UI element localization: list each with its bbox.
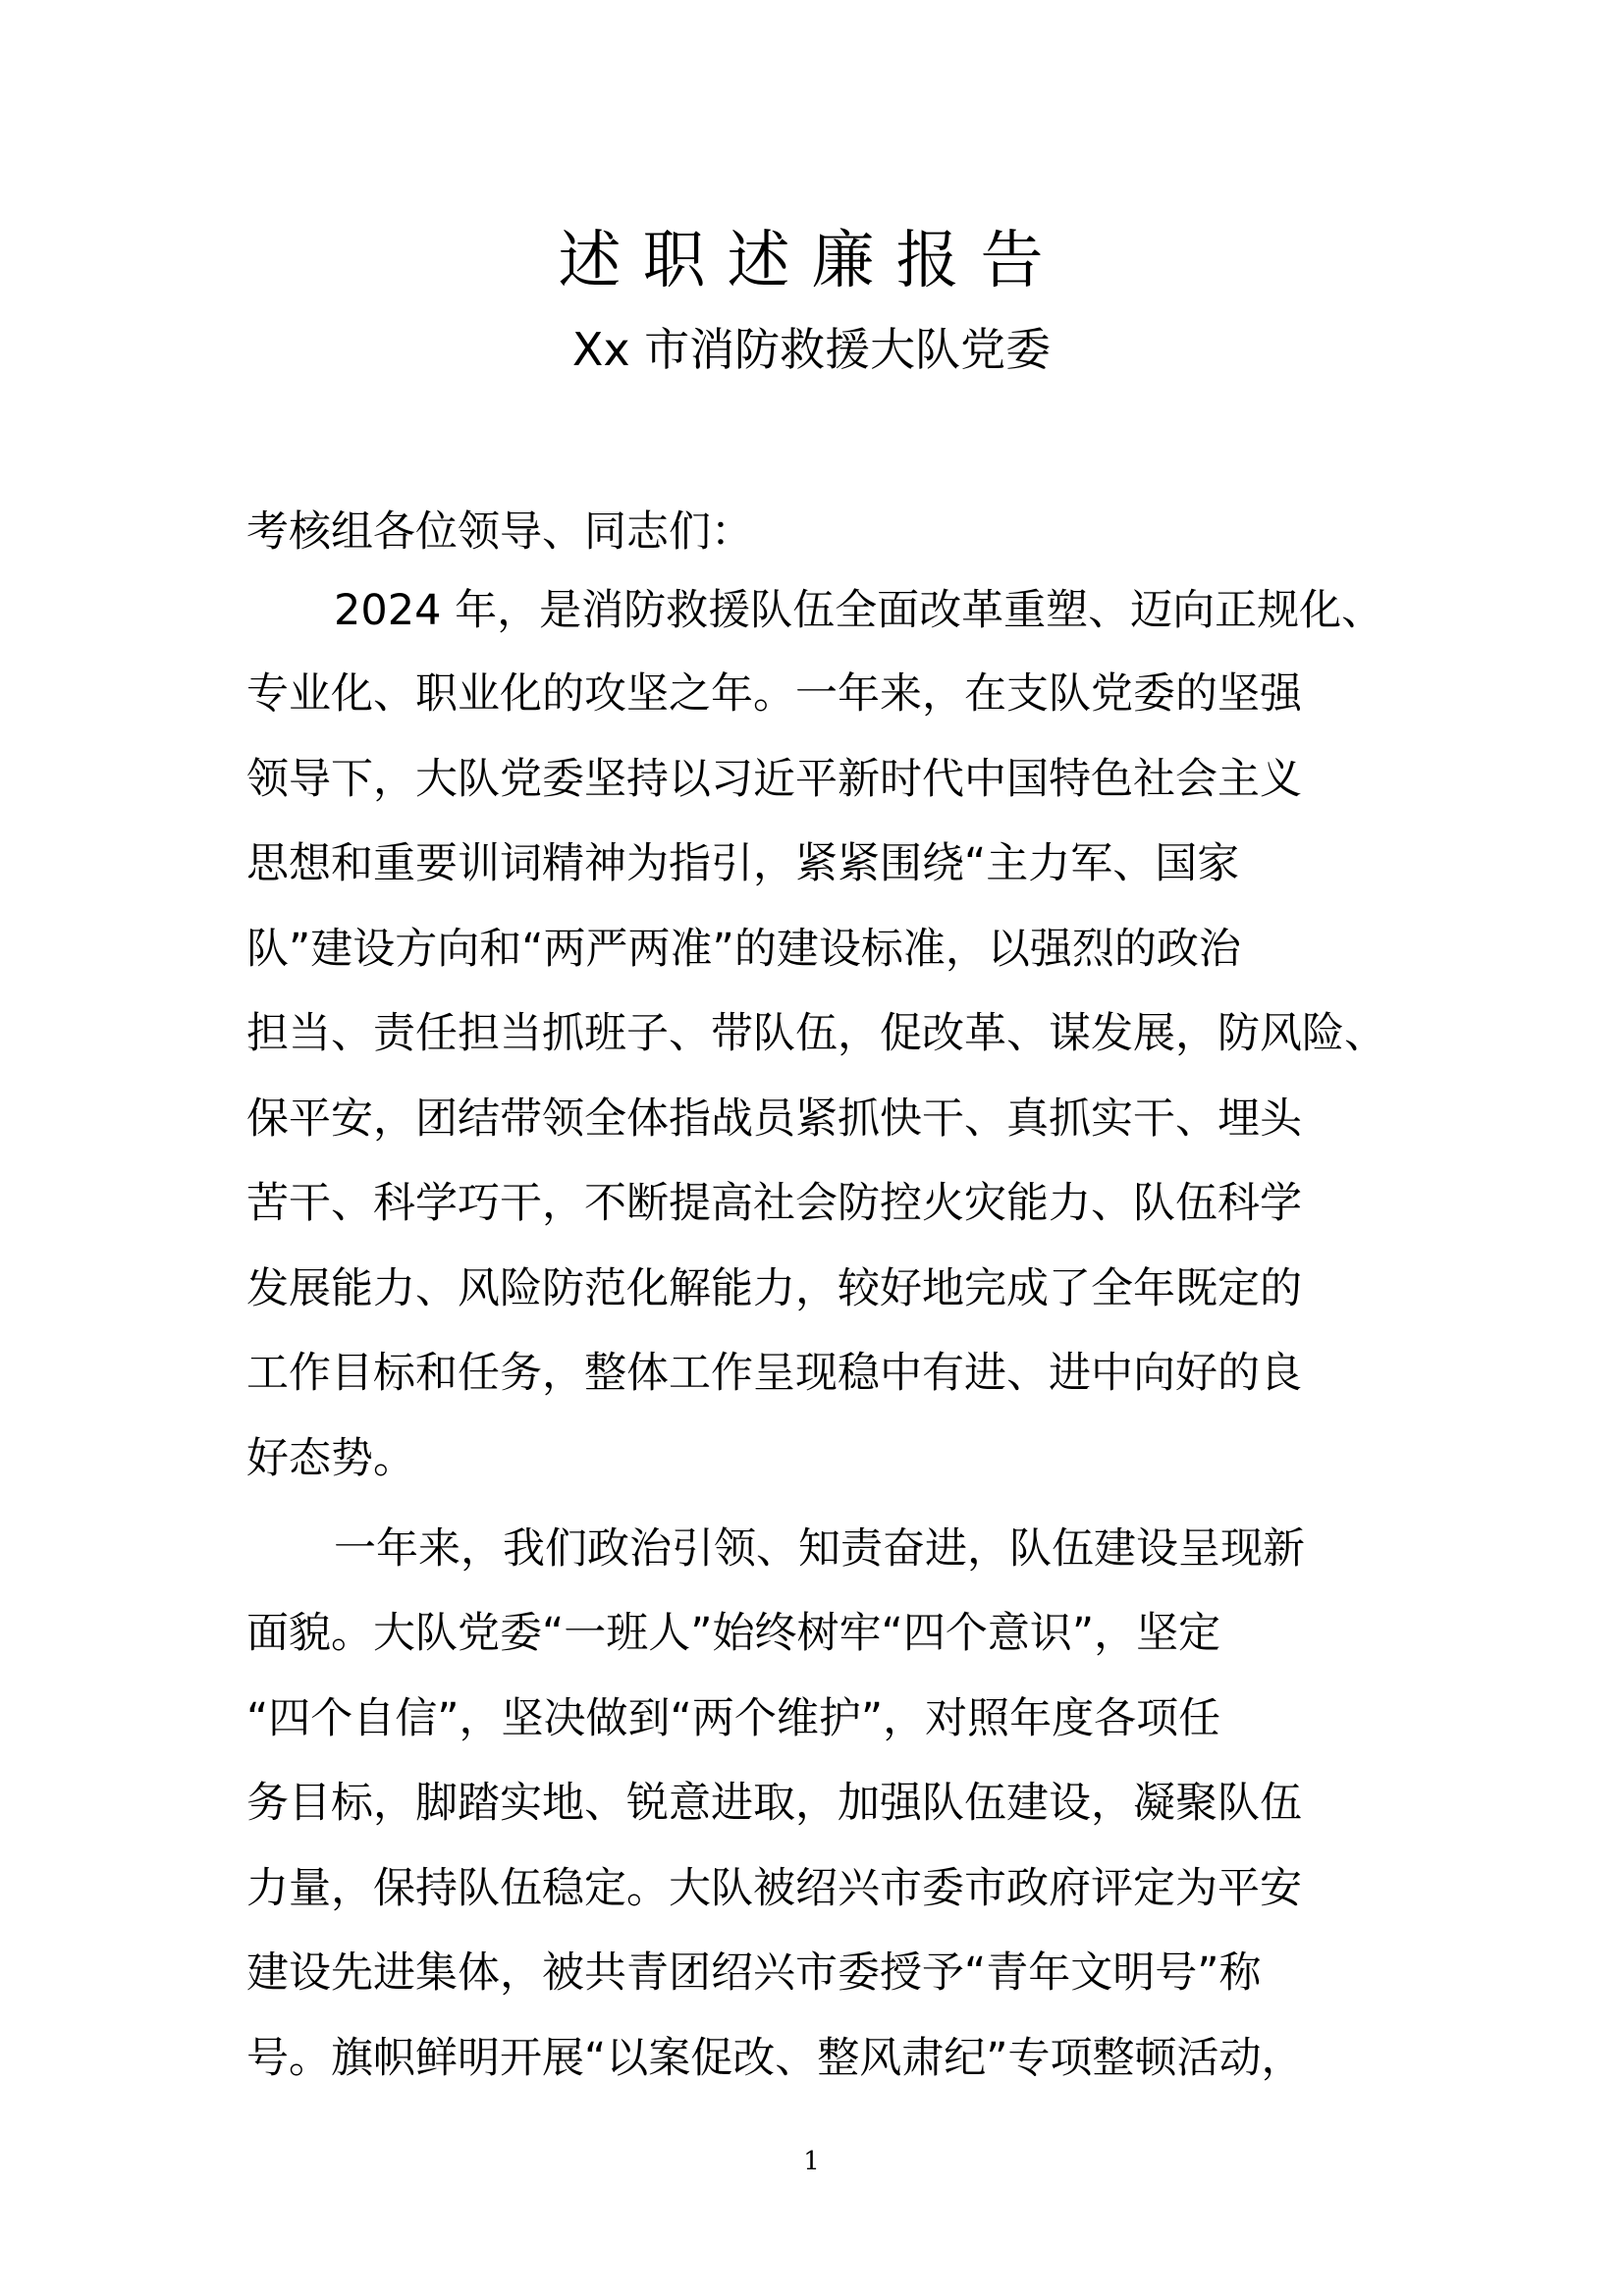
paragraph-2-line: 建设先进集体，被共青团绍兴市委授予“青年文明号”称 (246, 1949, 1262, 1998)
paragraph-1-line: 队”建设方向和“两严两准”的建设标准，以强烈的政治 (246, 925, 1241, 974)
paragraph-2-lead-line: 一年来，我们政治引领、知责奋进，队伍建设呈现新 (334, 1524, 1305, 1574)
paragraph-1-line: 发展能力、风险防范化解能力，较好地完成了全年既定的 (246, 1264, 1302, 1313)
page-number: 1 (803, 2147, 820, 2176)
paragraph-2-line: 务目标，脚踏实地、锐意进取，加强队伍建设，凝聚队伍 (246, 1779, 1302, 1828)
document-subtitle: Xx 市消防救援大队党委 (571, 323, 1052, 376)
salutation: 考核组各位领导、同志们： (246, 507, 753, 557)
paragraph-2-line: 号。旗帜鲜明开展“以案促改、整风肃纪”专项整顿活动， (246, 2034, 1304, 2083)
paragraph-1-line: 工作目标和任务，整体工作呈现稳中有进、进中向好的良 (246, 1349, 1302, 1398)
paragraph-2-line: “四个自信”，坚决做到“两个维护”，对照年度各项任 (246, 1694, 1221, 1743)
paragraph-2-line: 力量，保持队伍稳定。大队被绍兴市委市政府评定为平安 (246, 1864, 1302, 1913)
document-title: 述职述廉报告 (558, 225, 1065, 297)
paragraph-1-line: 2024 年，是消防救援队伍全面改革重塑、迈向正规化、 (334, 586, 1384, 635)
paragraph-2-line: 面貌。大队党委“一班人”始终树牢“四个意识”，坚定 (246, 1609, 1221, 1658)
paragraph-1-line: 思想和重要训词精神为指引，紧紧围绕“主力军、国家 (246, 839, 1240, 888)
paragraph-1-line: 担当、责任担当抓班子、带队伍，促改革、谋发展，防风险、 (246, 1009, 1386, 1058)
paragraph-1-line: 领导下，大队党委坚持以习近平新时代中国特色社会主义 (246, 755, 1302, 804)
paragraph-1-line: 苦干、科学巧干，不断提高社会防控火灾能力、队伍科学 (246, 1179, 1302, 1228)
paragraph-1-line: 好态势。 (246, 1434, 415, 1483)
paragraph-1-line: 专业化、职业化的攻坚之年。一年来，在支队党委的坚强 (246, 669, 1302, 719)
paragraph-1-line: 保平安，团结带领全体指战员紧抓快干、真抓实干、埋头 (246, 1095, 1302, 1144)
